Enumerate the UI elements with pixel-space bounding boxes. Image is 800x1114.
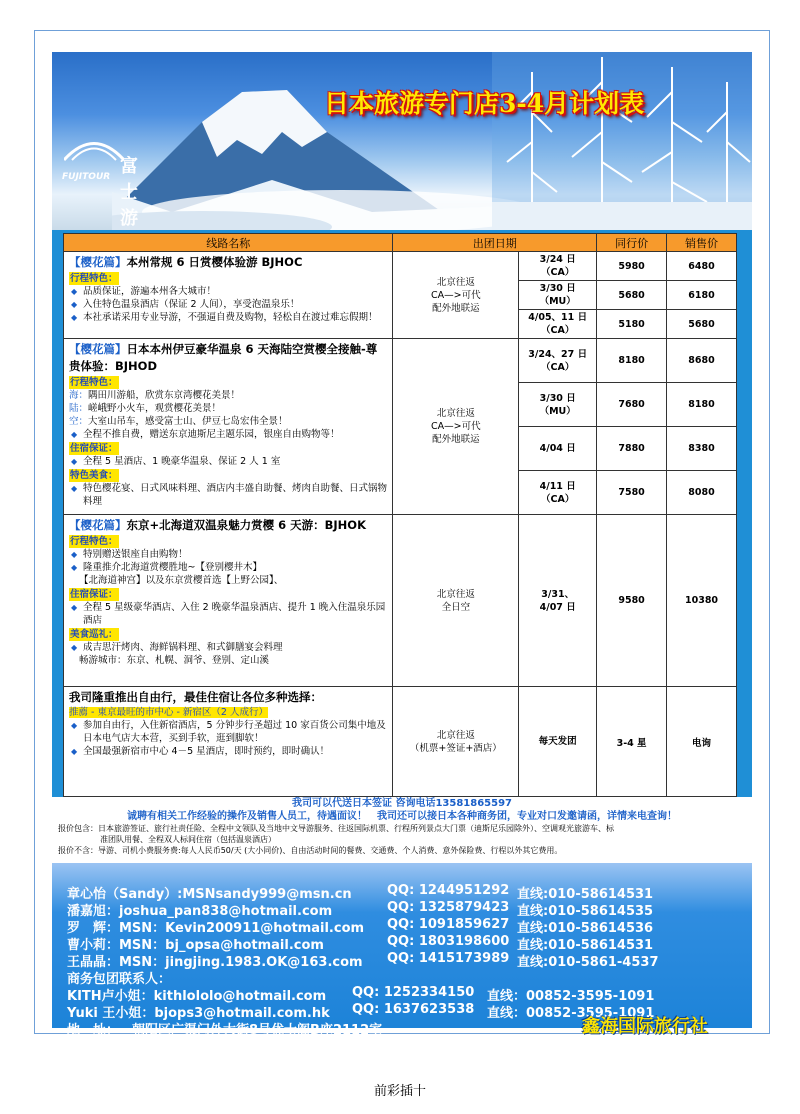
tour-table bbox=[63, 233, 737, 797]
departure-line: 全日空 bbox=[441, 601, 471, 613]
feature-item: 【北海道神宫】以及东京赏樱首选【上野公园】、 bbox=[79, 575, 284, 586]
departure-line: 配外地联运 bbox=[432, 434, 480, 445]
sale-price: 电询 bbox=[667, 687, 737, 797]
col-date: 出团日期 bbox=[393, 234, 597, 252]
date-value: 3/30 日 bbox=[539, 392, 576, 404]
airline: （MU） bbox=[539, 296, 576, 307]
feature-item: ◆ 特别赠送银座自由购物！ bbox=[69, 548, 388, 561]
visa-note: 我司可以代送日本签证 咨询电话13581865597 bbox=[291, 798, 513, 809]
departure-line: CA—>可代 bbox=[431, 289, 481, 301]
contact-name: 王晶晶：MSN：jingjing.1983.OK@163.com bbox=[67, 955, 363, 970]
feature-item: ◆ 成吉思汗烤肉、海鲜锅料理、和式御膳宴会料理 bbox=[69, 641, 388, 654]
section-label: 特色美食： bbox=[70, 470, 118, 481]
peer-price: 7880 bbox=[597, 427, 667, 471]
note-key: 报价不含： bbox=[58, 846, 98, 855]
departure-cell bbox=[393, 515, 519, 687]
feature-item: ◆ 全国最强新宿市中心 4－5 星酒店，即时预约，即时确认！ bbox=[69, 745, 388, 758]
price-includes bbox=[52, 823, 752, 845]
departure-line: CA—>可代 bbox=[431, 421, 481, 432]
sale-price: 10380 bbox=[667, 515, 737, 687]
col-sale-price: 销售价 bbox=[667, 234, 737, 252]
date-value: 3/24 日 bbox=[539, 254, 576, 265]
peer-price: 5980 bbox=[597, 252, 667, 281]
contact-name: KITH卢小姐：kithlololo@hotmail.com bbox=[67, 989, 327, 1004]
peer-price: 5680 bbox=[597, 281, 667, 310]
sale-price: 6180 bbox=[667, 281, 737, 310]
route-bjhoc bbox=[64, 252, 393, 339]
contact-name: 罗 辉：MSN：Kevin200911@hotmail.com bbox=[67, 921, 365, 936]
date-cell bbox=[519, 515, 597, 687]
table-row bbox=[64, 687, 737, 797]
section-label: 美食巡礼： bbox=[70, 629, 118, 640]
airline: （MU） bbox=[539, 405, 576, 417]
airline: （CA） bbox=[541, 267, 575, 278]
contact-name: 潘嘉旭：joshua_pan838@hotmail.com bbox=[67, 904, 333, 919]
date-value: 4/04 日 bbox=[539, 443, 576, 454]
highlight-text: 推薦 - 東京最旺的市中心 - 新宿区（2 人成行） bbox=[69, 707, 268, 718]
contact-tel: 直线:010-58614535 bbox=[517, 904, 654, 919]
contact-tel: 直线：00852-3595-1091 bbox=[487, 989, 655, 1004]
departure-line: 北京往返 bbox=[436, 408, 475, 419]
notes-section bbox=[52, 797, 752, 863]
date-value: 3/24、27 日 bbox=[528, 348, 588, 360]
section-label: 住宿保证： bbox=[70, 589, 118, 600]
feature-item: ◆ 全程 5 星酒店、1 晚豪华温泉、保证 2 人 1 室 bbox=[69, 455, 388, 468]
contact-qq: QQ: 1637623538 bbox=[352, 1002, 475, 1017]
sale-price: 8080 bbox=[667, 471, 737, 515]
sale-price: 8180 bbox=[667, 383, 737, 427]
departure-cell bbox=[393, 252, 519, 339]
date-value: 3/31、 bbox=[541, 588, 575, 600]
route-bjhok bbox=[64, 515, 393, 687]
date-cell bbox=[519, 310, 597, 339]
date-value: 4/05、11 日 bbox=[528, 312, 588, 323]
feature-item: ◆ 本社承诺采用专业导游，不强逼自费及购物，轻松自在渡过难忘假期！ bbox=[69, 311, 388, 324]
departure-cell bbox=[393, 687, 519, 797]
table-row bbox=[64, 339, 737, 383]
feature-item: ◆ 特色樱花宴、日式风味料理、酒店内丰盛自助餐、烤肉自助餐、日式锅物料理 bbox=[69, 482, 388, 508]
peer-price: 7580 bbox=[597, 471, 667, 515]
feature-item: 畅游城市：东京、札幌、洞爷、登别、定山溪 bbox=[79, 655, 270, 666]
logo-jp: 富士游 bbox=[120, 156, 139, 229]
route-bjhod bbox=[64, 339, 393, 515]
route-title: 我司隆重推出自由行，最佳住宿让各位多种选择： bbox=[69, 690, 322, 704]
departure-line: （机票+签证+酒店） bbox=[409, 742, 502, 754]
peer-price: 7680 bbox=[597, 383, 667, 427]
item-value: 嵯峨野小火车，观赏樱花美景！ bbox=[88, 403, 222, 414]
route-tag: 【樱花篇】 bbox=[69, 342, 127, 356]
item-value: 隅田川游船，欣赏东京湾樱花美景！ bbox=[88, 390, 241, 401]
route-free-travel bbox=[64, 687, 393, 797]
departure-line: 北京往返 bbox=[436, 729, 475, 741]
header-banner bbox=[52, 52, 752, 230]
col-peer-price: 同行价 bbox=[597, 234, 667, 252]
airline: （CA） bbox=[541, 325, 575, 336]
logo-mountain-icon bbox=[64, 132, 124, 162]
airline: （CA） bbox=[541, 493, 575, 505]
address-value: 朝阳区广渠门外大街8号优士阁B座2112室 bbox=[132, 1023, 383, 1038]
contact-qq: QQ: 1325879423 bbox=[387, 900, 510, 915]
peer-price: 3-4 星 bbox=[597, 687, 667, 797]
contact-name: 曹小莉：MSN：bj_opsa@hotmail.com bbox=[67, 938, 324, 953]
item-key: 空： bbox=[69, 416, 89, 427]
route-tag: 【樱花篇】 bbox=[69, 255, 127, 269]
date-cell bbox=[519, 471, 597, 515]
item-key: 陆： bbox=[69, 403, 89, 414]
logo-en: FUJITOUR bbox=[62, 172, 111, 182]
table-header-row bbox=[64, 234, 737, 252]
section-label: 行程特色： bbox=[70, 536, 118, 547]
route-title: 日本本州伊豆豪华温泉 6 天海陆空赏樱全接触-尊贵体验：BJHOD bbox=[69, 342, 378, 373]
sale-price: 8380 bbox=[667, 427, 737, 471]
airline: （CA） bbox=[541, 361, 575, 373]
feature-item: ◆ 品质保证，游遍本州各大城市！ bbox=[69, 285, 388, 298]
feature-item: ◆ 入住特色温泉酒店（保证 2 人间），享受泡温泉乐！ bbox=[69, 298, 388, 311]
note-value: 导游、司机小费服务费:每人人民币50/天 (大小同价)、自由活动时间的餐费、交通费、个人消费、意外保险费、行程以外其它费用。 bbox=[98, 846, 563, 855]
date-cell bbox=[519, 383, 597, 427]
departure-line: 北京往返 bbox=[436, 276, 475, 288]
departure-line: 北京往返 bbox=[436, 588, 475, 600]
contact-name: Yuki 王小姐：bjops3@hotmail.com.hk bbox=[67, 1006, 330, 1021]
contact-name: 章心怡（Sandy）:MSNsandy999@msn.cn bbox=[67, 887, 352, 902]
peer-price: 5180 bbox=[597, 310, 667, 339]
snowy-trees-image bbox=[492, 52, 752, 230]
date-cell bbox=[519, 427, 597, 471]
contact-qq: QQ: 1415173989 bbox=[387, 951, 510, 966]
company-name: 鑫海国际旅行社 bbox=[582, 1016, 708, 1037]
route-title: 本州常规 6 日赏樱体验游 BJHOC bbox=[126, 255, 303, 269]
contact-tel: 直线:010-58614531 bbox=[517, 938, 654, 953]
note-key: 报价包含： bbox=[58, 824, 98, 833]
page-footer: 前彩插十 bbox=[373, 1084, 426, 1099]
date-cell bbox=[519, 339, 597, 383]
peer-price: 9580 bbox=[597, 515, 667, 687]
recruit-note: 诚聘有相关工作经验的操作及销售人员工，待遇面议！ 我司还可以接日本各种商务团，专业对口发邀请函，详情来电查询！ bbox=[127, 811, 677, 822]
date-value: 3/30 日 bbox=[539, 283, 576, 294]
contact-tel: 直线:010-58614531 bbox=[517, 887, 654, 902]
date-value: 4/11 日 bbox=[539, 480, 576, 492]
col-route: 线路名称 bbox=[64, 234, 393, 252]
contacts-section bbox=[52, 863, 752, 1038]
item-value: 大室山吊车，感受富士山、伊豆七岛宏伟全景！ bbox=[88, 416, 288, 427]
peer-price: 8180 bbox=[597, 339, 667, 383]
route-title: 东京+北海道双温泉魅力赏樱 6 天游：BJHOK bbox=[126, 518, 366, 532]
date-value: 4/07 日 bbox=[539, 601, 576, 613]
departure-cell bbox=[393, 339, 519, 515]
sale-price: 8680 bbox=[667, 339, 737, 383]
section-label: 行程特色： bbox=[70, 377, 118, 388]
feature-item: ◆ 隆重推介北海道赏樱胜地~【登别樱井木】 bbox=[69, 561, 388, 574]
table-row bbox=[64, 252, 737, 281]
contact-tel: 直线:010-58614536 bbox=[517, 921, 654, 936]
item-key: 海： bbox=[69, 390, 89, 401]
route-tag: 【樱花篇】 bbox=[69, 518, 127, 532]
contact-tel: 直线:010-5861-4537 bbox=[517, 955, 659, 970]
note-value: 准团队用餐、全程双人标间住宿（包括温泉酒店） bbox=[100, 835, 276, 844]
table-row bbox=[64, 515, 737, 687]
contact-tel: 直线：00852-3595-1091 bbox=[487, 1006, 655, 1021]
section-label: 行程特色： bbox=[70, 273, 118, 284]
date-cell: 每天发团 bbox=[519, 687, 597, 797]
date-cell bbox=[519, 252, 597, 281]
price-excludes bbox=[52, 845, 752, 856]
business-label-text: 商务包团联系人： bbox=[67, 972, 172, 987]
contact-qq: QQ: 1803198600 bbox=[387, 934, 510, 949]
feature-item: ◆ 参加自由行，入住新宿酒店，5 分钟步行圣超过 10 家百货公司集中地及日本电气店大本营，买到手软，逛到脚软！ bbox=[69, 719, 388, 745]
sale-price: 5680 bbox=[667, 310, 737, 339]
address-key: 地 址： bbox=[67, 1023, 120, 1038]
date-cell bbox=[519, 281, 597, 310]
page-title: 日本旅游专门店3-4月计划表 bbox=[324, 89, 645, 118]
contact-qq: QQ: 1244951292 bbox=[387, 883, 510, 898]
feature-item: ◆ 全程 5 星级豪华酒店、入住 2 晚豪华温泉酒店、提升 1 晚入住温泉乐园酒店 bbox=[69, 601, 388, 627]
contact-qq: QQ: 1091859627 bbox=[387, 917, 510, 932]
sale-price: 6480 bbox=[667, 252, 737, 281]
section-label: 住宿保证： bbox=[70, 443, 118, 454]
feature-item: ◆ 全程不推自费，赠送东京迪斯尼主题乐园，银座自由购物等！ bbox=[69, 428, 388, 441]
departure-line: 配外地联运 bbox=[432, 302, 480, 314]
contact-qq: QQ: 1252334150 bbox=[352, 985, 475, 1000]
note-value: 日本旅游签证、旅行社责任险、全程中文领队及当地中文导游服务、往返国际机票、行程所列景点大门票（迪斯尼乐园除外）、空调观光旅游车、标 bbox=[98, 824, 614, 833]
